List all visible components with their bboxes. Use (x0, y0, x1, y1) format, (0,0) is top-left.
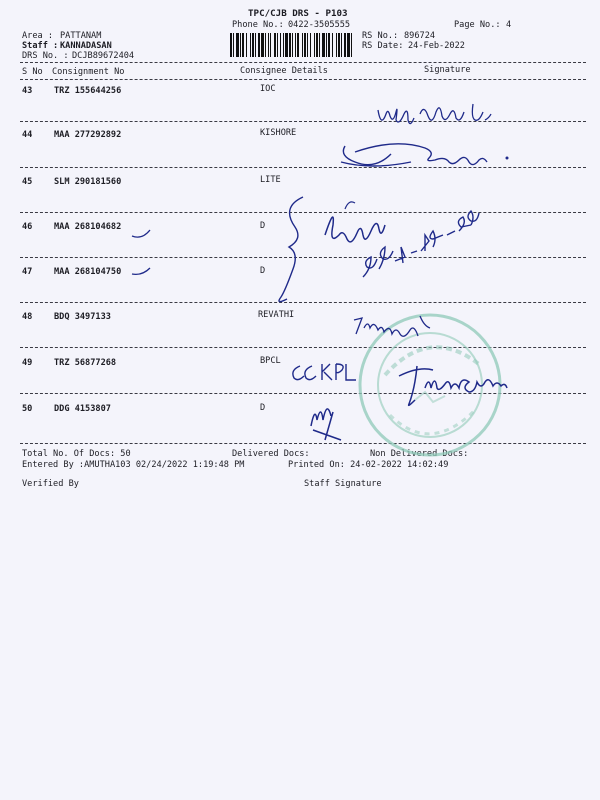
barcode-bar (332, 33, 333, 57)
row-consignee: D (260, 403, 266, 413)
total-docs: Total No. Of Docs: 50 (22, 449, 131, 459)
document-title: TPC/CJB DRS - P103 (248, 8, 348, 19)
barcode-bar (255, 33, 256, 57)
barcode-bar (242, 33, 244, 57)
row-sno: 47 (22, 267, 33, 277)
area-value: PATTANAM (60, 31, 102, 41)
drs-label: DRS No. : (22, 51, 69, 61)
entered-by: Entered By :AMUTHA103 02/24/2022 1:19:48 PM (22, 460, 245, 470)
barcode-bar (351, 33, 352, 57)
row-consignee: BPCL (260, 356, 281, 366)
row-consignment: SLM 290181560 (54, 177, 122, 187)
area-label: Area : (22, 31, 54, 41)
phone-number: 0422-3505555 (288, 20, 351, 30)
barcode-bar (268, 33, 269, 57)
signature-row-48 (350, 310, 470, 340)
printed-on: Printed On: 24-02-2022 14:02:49 (288, 460, 449, 470)
barcode-bar (285, 33, 288, 57)
barcode-bar (277, 33, 278, 57)
row-sno: 48 (22, 312, 33, 322)
row-consignment: BDQ 3497133 (54, 312, 111, 322)
row-consignment: TRZ 56877268 (54, 358, 117, 368)
barcode-bar (304, 33, 306, 57)
barcode-bar (233, 33, 234, 57)
barcode-bar (270, 33, 271, 57)
signature-row-49-cckpl (288, 360, 358, 384)
barcode-bar (265, 33, 266, 57)
col-header-consignee: Consignee Details (240, 66, 328, 76)
barcode-bar (314, 33, 315, 57)
barcode-bar (338, 33, 340, 57)
barcode-bar (280, 33, 281, 57)
barcode-bar (341, 33, 342, 57)
non-delivered-docs: Non Delivered Docs: (370, 449, 469, 459)
signature-row-43 (375, 100, 505, 130)
delivered-docs: Delivered Docs: (232, 449, 310, 459)
barcode-bar (297, 33, 299, 57)
row-consignee: KISHORE (260, 128, 297, 138)
row-consignee: LITE (260, 175, 281, 185)
barcode-bar (326, 33, 327, 57)
barcode-bar (250, 33, 251, 57)
col-header-consignment: Consignment No (52, 67, 125, 77)
barcode-bar (328, 33, 330, 57)
barcode-bar (319, 33, 320, 57)
barcode-bar (274, 33, 276, 57)
row-consignment: MAA 268104750 (54, 267, 122, 277)
row-consignee: IOC (260, 84, 276, 94)
barcode-bar (336, 33, 337, 57)
row-sno: 49 (22, 358, 33, 368)
rs-date-value: 24-Feb-2022 (408, 41, 465, 51)
barcode-bar (307, 33, 308, 57)
drs-value: DCJB89672404 (72, 51, 135, 61)
barcode-bar (292, 33, 293, 57)
row-consignment: MAA 268104682 (54, 222, 122, 232)
barcode-bar (322, 33, 325, 57)
barcode-bar (252, 33, 254, 57)
row-consignee: D (260, 221, 266, 231)
row-sno: 43 (22, 86, 33, 96)
signature-row-44 (335, 138, 515, 174)
verified-by: Verified By (22, 479, 79, 489)
page-number: 4 (506, 20, 512, 30)
barcode-bar (258, 33, 260, 57)
row-consignment: DDG 4153807 (54, 404, 111, 414)
row-consignee: D (260, 266, 266, 276)
row-consignee: REVATHI (258, 310, 295, 320)
header-rule-bottom (20, 79, 586, 80)
col-header-signature: Signature (424, 65, 471, 75)
row-sno: 50 (22, 404, 33, 414)
signature-row-49-main (395, 360, 525, 410)
rs-date-label: RS Date: (362, 41, 404, 51)
barcode-bar (310, 33, 311, 57)
barcode-bar (289, 33, 291, 57)
col-header-sno: S No (22, 67, 43, 77)
row-consignment: TRZ 155644256 (54, 86, 122, 96)
barcode-bar (230, 33, 232, 57)
barcode-bar (261, 33, 264, 57)
row-sno: 44 (22, 130, 33, 140)
rs-no-value: 896724 (404, 31, 436, 41)
staff-label: Staff : (22, 41, 59, 51)
barcode-bar (302, 33, 303, 57)
barcode-bar (316, 33, 318, 57)
barcode-bar (347, 33, 350, 57)
tick-marks (110, 220, 190, 280)
barcode-bar (344, 33, 346, 57)
barcode-bar (283, 33, 284, 57)
page-label: Page No.: (454, 20, 501, 30)
row-consignment: MAA 277292892 (54, 130, 122, 140)
row-sno: 45 (22, 177, 33, 187)
barcode-bar (240, 33, 241, 57)
staff-signature: Staff Signature (304, 479, 382, 489)
barcode-bar (236, 33, 239, 57)
barcode-bar (295, 33, 296, 57)
barcode-image (230, 33, 354, 57)
signature-rows-46-47 (275, 195, 505, 315)
phone-label: Phone No.: (232, 20, 284, 30)
rs-no-label: RS No.: (362, 31, 399, 41)
staff-value: KANNADASAN (60, 41, 112, 51)
barcode-bar (246, 33, 247, 57)
row-sno: 46 (22, 222, 33, 232)
signature-row-50 (305, 400, 349, 444)
header-rule-top (20, 62, 586, 63)
